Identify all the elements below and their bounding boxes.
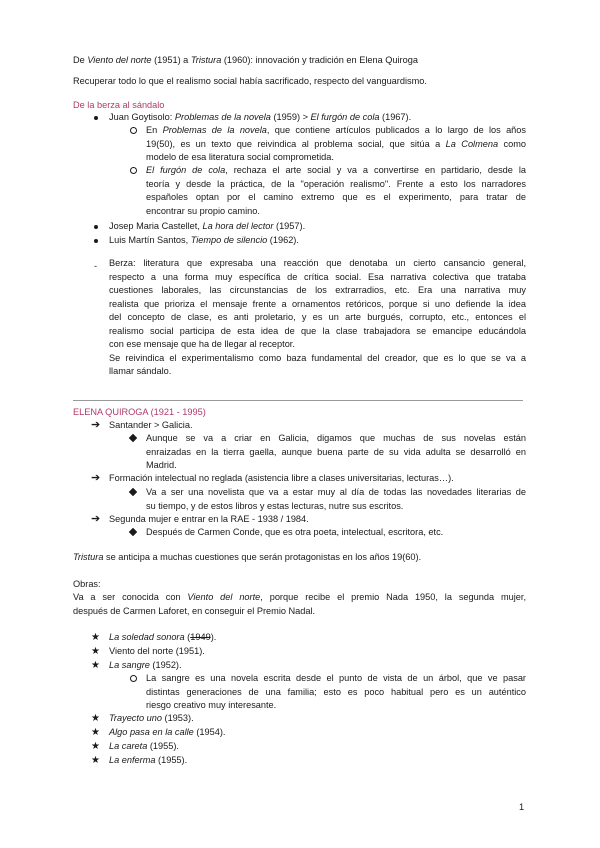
work-item-soledad — [109, 631, 216, 644]
title-text: (1951) a — [151, 55, 191, 65]
work-item-enferma — [109, 754, 187, 767]
work-year: (1955). — [147, 741, 179, 751]
text-line: cuestiones laborales, las circunstancias de los extrarradios, etc. Era una narrativa muy — [109, 285, 526, 295]
diamond-bullet-icon — [129, 434, 137, 442]
work-title: La soledad sonora — [109, 632, 185, 642]
author-name: Josep Maria Castellet, — [109, 221, 203, 231]
work-title: Algo pasa en la calle — [109, 727, 194, 737]
horizontal-divider — [73, 400, 523, 401]
text-line: Berza: literatura que expresaba una reacción que denotaba un cierto cansancio general, — [109, 258, 526, 268]
work-title: El furgón de cola — [310, 112, 380, 122]
text-line: Aunque se va a criar en Galicia, digamos que muchas de sus novelas están — [146, 433, 526, 443]
work-year: (1955). — [155, 755, 188, 765]
text-line: respecto a una forma muy específica de crítica social. Esa narrativa colectiva que trataba — [109, 271, 526, 282]
bullet-icon — [94, 116, 98, 120]
arrow-right-icon: ➔ — [91, 419, 101, 431]
work-year: (1952). — [149, 660, 182, 670]
section-heading-quiroga: ELENA QUIROGA (1921 - 1995) — [73, 407, 206, 417]
bullet-icon — [94, 239, 98, 243]
text-line: realista que prioriza el mensaje frente a ornamentos retóricos, porque si uno defiende la idea — [109, 298, 526, 309]
text-line: La sangre es una novela escrita desde el punto de vista de un árbol, que ve pasar — [146, 673, 526, 683]
work-year: (1967). — [379, 112, 412, 122]
star-bullet-icon: ★ — [91, 727, 100, 738]
sub-item-sangre-desc — [146, 672, 526, 713]
diamond-bullet-icon — [129, 488, 137, 496]
work-year: (1953). — [161, 713, 194, 723]
text-span: , rechaza el arte social y va a convertirse en partidario, desde la — [225, 165, 527, 175]
work-year: (1962). — [267, 235, 299, 245]
list-item-rae: Segunda mujer e entrar en la RAE - 1938 / 1984. — [109, 514, 309, 524]
dash-bullet: - — [94, 261, 98, 271]
circle-bullet-icon — [130, 167, 137, 174]
text-line: Se reivindica el experimentalismo como baza fundamental del creador, que es lo que se va a — [109, 352, 526, 363]
work-item-algo-pasa — [109, 726, 225, 739]
star-bullet-icon: ★ — [91, 741, 100, 752]
text-line: llamar sándalo. — [109, 366, 172, 376]
work-year: (1959) > — [270, 112, 311, 122]
work-title: La sangre — [109, 660, 150, 670]
work-title: La careta — [109, 741, 148, 751]
arrow-right-icon: ➔ — [91, 513, 101, 525]
text-line: distintas generaciones de una familia; esto es poco habitual pero es un auténtico — [146, 686, 526, 697]
work-item-sangre — [109, 659, 182, 672]
struck-year: 1949 — [190, 632, 211, 642]
intro-paragraph: Recuperar todo lo que el realismo social había sacrificado, respecto del vanguardismo. — [73, 76, 427, 86]
star-bullet-icon: ★ — [91, 646, 100, 657]
text-line: encontrar su propio camino. — [146, 205, 260, 216]
title-work-1: Viento del norte — [87, 55, 152, 65]
obras-paragraph — [73, 591, 526, 618]
work-item-careta — [109, 740, 179, 753]
list-item-origin: Santander > Galicia. — [109, 420, 193, 430]
text-line: enraizadas en la tierra gaella, aunque buena parte de su vida adulta se desarrolló en — [146, 446, 526, 457]
star-bullet-icon: ★ — [91, 755, 100, 766]
text-span: , porque recibe el premio Nada 1950, la segunda mujer, — [260, 592, 526, 602]
text-line: teoría y desde la práctica, de la "operación realismo". Frente a esto los narradores — [146, 178, 526, 189]
text-span: ( — [184, 632, 191, 642]
text-span: ). — [210, 632, 217, 642]
text-span: como — [498, 138, 526, 149]
berza-paragraph — [109, 257, 526, 379]
work-title: Trayecto uno — [109, 713, 162, 723]
text-line: Va a ser una novelista que va a estar muy al día de todas las novedades literarias de — [146, 487, 526, 497]
text-line: del concepto de clase, es anti proletario, y es un arte burgués, corrupto, etc., entonces el — [109, 312, 526, 322]
sub-item-problemas — [146, 124, 526, 165]
page-number: 1 — [519, 802, 525, 812]
work-item-trayecto — [109, 712, 194, 725]
text-span: 19(50), es un texto que reivindica al problema social, que sitúa a — [146, 138, 446, 149]
work-title: La hora del lector — [202, 221, 274, 231]
section-heading-berza: De la berza al sándalo — [73, 100, 165, 110]
arrow-right-icon: ➔ — [91, 472, 101, 484]
star-bullet-icon: ★ — [91, 660, 100, 671]
work-title: El furgón de cola — [146, 165, 226, 175]
text-line: realismo social participa de esta idea de que la clase trabajadora se emancipe educándola — [109, 325, 526, 336]
author-name: Juan Goytisolo: — [109, 112, 175, 122]
title-text: De — [73, 55, 88, 65]
circle-bullet-icon — [130, 127, 137, 134]
work-title: Problemas de la novela — [162, 125, 267, 135]
star-bullet-icon: ★ — [91, 713, 100, 724]
sub-item-novelista — [146, 486, 526, 513]
text-line: riesgo creativo muy interesante. — [146, 700, 277, 710]
sub-item-furgon — [146, 164, 526, 218]
list-item-castellet — [109, 220, 305, 233]
sub-item-conde: Después de Carmen Conde, que es otra poeta, intelectual, escritora, etc. — [146, 527, 444, 537]
text-span: , que contiene artículos publicados a lo largo de los años — [266, 125, 526, 135]
text-line: Madrid. — [146, 460, 177, 470]
diamond-bullet-icon — [129, 528, 137, 536]
work-title: La Colmena — [445, 138, 499, 149]
list-item-formacion: Formación intelectual no reglada (asistencia libre a clases universitarias, lecturas…). — [109, 473, 454, 483]
work-title: Problemas de la novela — [174, 112, 271, 122]
work-year: (1954). — [193, 727, 226, 737]
work-title: Tiempo de silencio — [190, 235, 268, 245]
text-line: modelo de esa literatura social comprometida. — [146, 152, 334, 162]
bullet-icon — [94, 225, 98, 229]
list-item-martin-santos — [109, 234, 299, 247]
circle-bullet-icon — [130, 675, 137, 682]
tristura-paragraph — [73, 551, 421, 564]
work-title: Tristura — [73, 552, 104, 562]
text-line: españoles optan por el camino extremo que es el experimento, para tratar de — [146, 192, 526, 202]
text-line: con ese mensaje que ha de llegar al receptor. — [109, 339, 295, 349]
author-name: Luis Martín Santos, — [109, 235, 191, 245]
sub-item-galicia — [146, 432, 526, 473]
obras-label: Obras: — [73, 579, 101, 589]
text-span: Va a ser conocida con — [73, 592, 188, 602]
work-title: La enferma — [109, 755, 156, 765]
text-span: En — [146, 125, 163, 135]
list-item-goytisolo — [109, 111, 411, 124]
work-title: Viento del norte — [187, 592, 261, 602]
title-work-2: Tristura — [190, 55, 222, 65]
text-span: se anticipa a muchas cuestiones que serán protagonistas en los años 19(60). — [103, 552, 422, 562]
work-item-viento: Viento del norte (1951). — [109, 646, 205, 656]
title-text: (1960): innovación y tradición en Elena Quiroga — [221, 55, 418, 65]
text-line: su tiempo, y de estos libros y estas lecturas, nutre sus escritos. — [146, 500, 404, 511]
text-line: después de Carmen Laforet, en conseguir el Premio Nadal. — [73, 605, 316, 616]
document-title — [73, 54, 418, 67]
work-year: (1957). — [273, 221, 306, 231]
star-bullet-icon: ★ — [91, 632, 100, 643]
